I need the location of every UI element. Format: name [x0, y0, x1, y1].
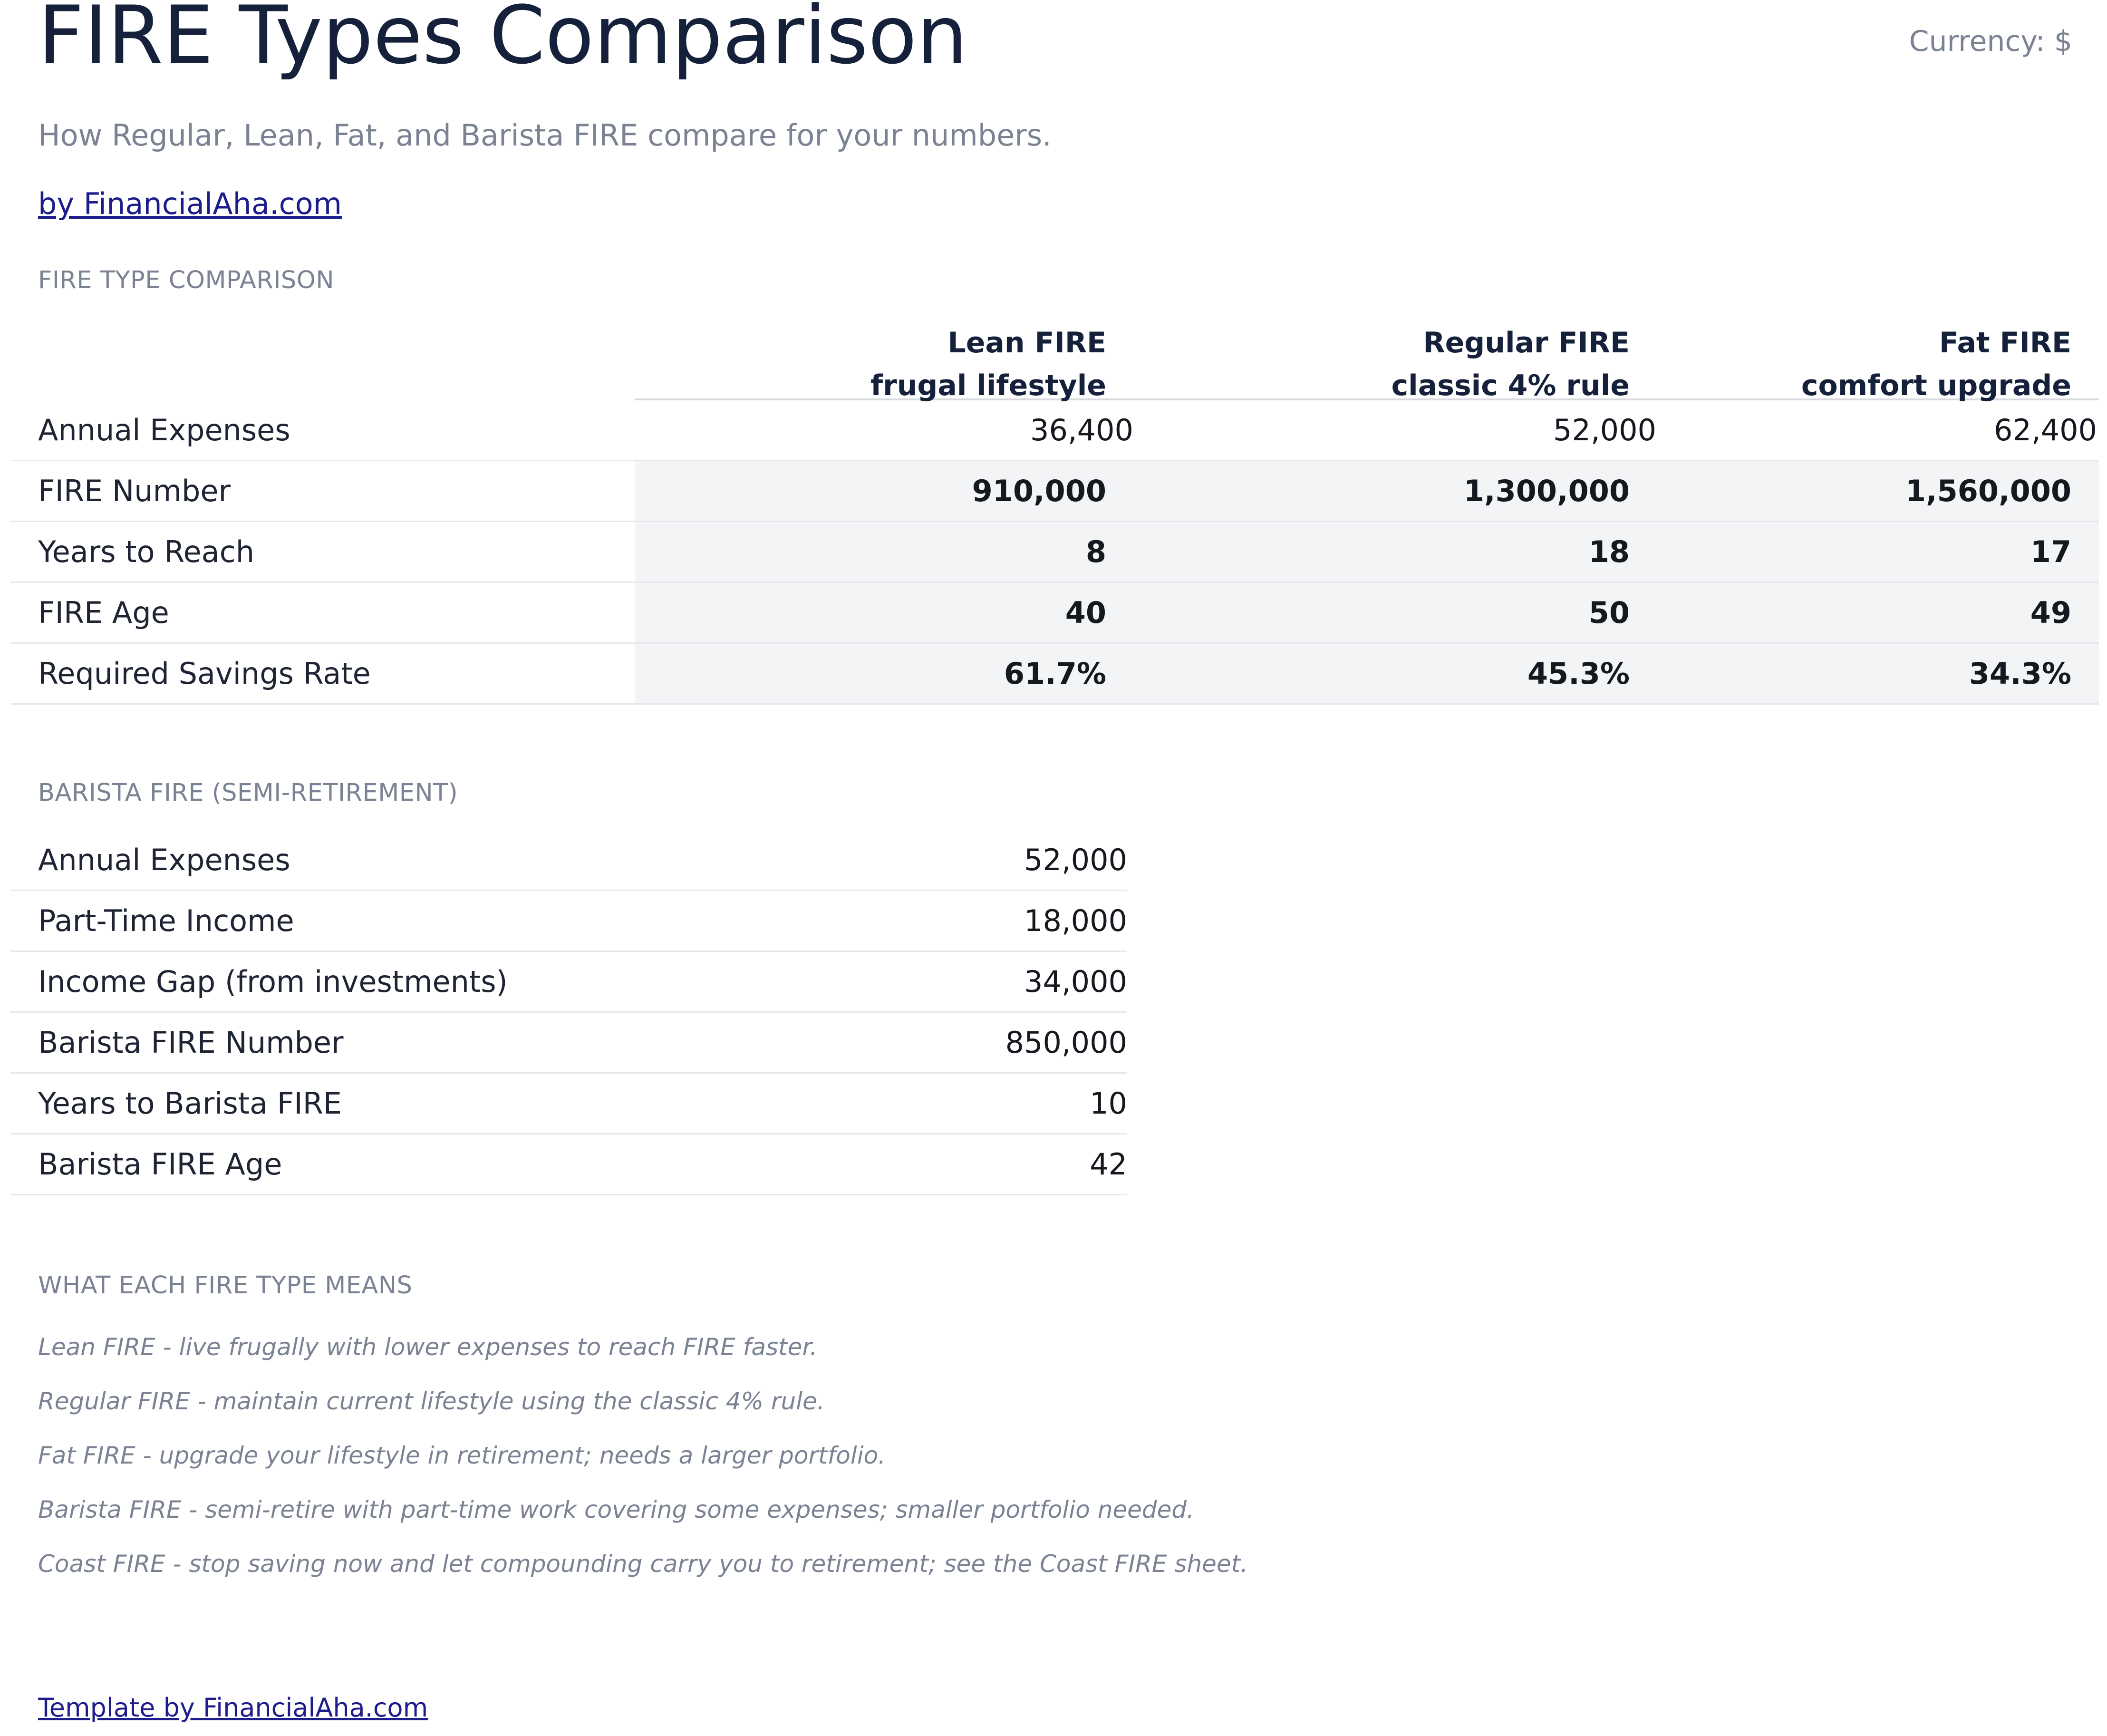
- row-label: Required Savings Rate: [38, 656, 371, 691]
- table-row: [10, 1135, 1127, 1195]
- row-label: Years to Barista FIRE: [38, 1086, 342, 1121]
- row-label: Barista FIRE Age: [38, 1147, 282, 1182]
- row-highlight: [635, 583, 2099, 642]
- value-fat: 49: [2030, 595, 2071, 630]
- value-lean: 61.7%: [1004, 656, 1106, 691]
- meanings-section-title: WHAT EACH FIRE TYPE MEANS: [38, 1271, 413, 1300]
- row-label: Annual Expenses: [38, 413, 290, 447]
- column-name: Lean FIRE: [947, 326, 1106, 359]
- row-label: Part-Time Income: [38, 903, 294, 938]
- row-value: 34,000: [1024, 964, 1127, 999]
- barista-table: [10, 830, 1127, 1195]
- value-regular: 52,000: [1553, 413, 1656, 447]
- page-title: FIRE Types Comparison: [38, 0, 968, 82]
- row-label: FIRE Number: [38, 474, 231, 508]
- row-value: 42: [1090, 1147, 1127, 1182]
- row-label: Annual Expenses: [38, 843, 290, 877]
- value-regular: 18: [1588, 534, 1630, 569]
- currency-label: Currency: $: [1909, 25, 2072, 58]
- column-header-fat: [1801, 321, 2071, 407]
- meanings-list: [38, 1328, 1248, 1599]
- column-name: Fat FIRE: [1939, 326, 2071, 359]
- table-row: [10, 1013, 1127, 1074]
- row-highlight: [635, 522, 2099, 582]
- value-fat: 1,560,000: [1905, 474, 2071, 508]
- row-value: 850,000: [1005, 1025, 1127, 1060]
- value-regular: 45.3%: [1527, 656, 1630, 691]
- value-regular: 50: [1588, 595, 1630, 630]
- value-lean: 40: [1065, 595, 1106, 630]
- table-row: [10, 952, 1127, 1013]
- row-label: Barista FIRE Number: [38, 1025, 344, 1060]
- row-value: 18,000: [1024, 903, 1127, 938]
- row-highlight: [635, 644, 2099, 703]
- page-subtitle: How Regular, Lean, Fat, and Barista FIRE compare for your numbers.: [38, 118, 1052, 153]
- list-item: Barista FIRE - semi-retire with part-time work covering some expenses; smaller portfolio needed.: [38, 1496, 1195, 1523]
- brand-link[interactable]: by FinancialAha.com: [38, 186, 342, 221]
- comparison-table: [10, 321, 2099, 705]
- row-highlight: [635, 461, 2099, 521]
- table-row: [10, 830, 1127, 891]
- row-label: Years to Reach: [38, 534, 255, 569]
- value-lean: 910,000: [972, 474, 1106, 508]
- row-value: 10: [1090, 1086, 1127, 1121]
- table-row: [10, 461, 2099, 522]
- column-tagline: classic 4% rule: [1391, 369, 1630, 402]
- list-item: Lean FIRE - live frugally with lower expenses to reach FIRE faster.: [38, 1333, 818, 1361]
- column-name: Regular FIRE: [1423, 326, 1630, 359]
- value-lean: 36,400: [1030, 413, 1133, 447]
- column-header-regular: [1392, 321, 1630, 407]
- table-row: [10, 891, 1127, 952]
- row-label: Income Gap (from investments): [38, 964, 508, 999]
- list-item: Fat FIRE - upgrade your lifestyle in retirement; needs a larger portfolio.: [38, 1442, 886, 1469]
- row-label: FIRE Age: [38, 595, 169, 630]
- column-header-lean: [870, 321, 1106, 407]
- table-row: [10, 400, 2099, 461]
- value-fat: 17: [2030, 534, 2071, 569]
- footer-link[interactable]: Template by FinancialAha.com: [38, 1693, 428, 1723]
- column-tagline: frugal lifestyle: [870, 369, 1106, 402]
- table-row: [10, 1074, 1127, 1135]
- row-value: 52,000: [1024, 843, 1127, 877]
- value-fat: 62,400: [1994, 413, 2097, 447]
- table-row: [10, 522, 2099, 583]
- table-row: [10, 583, 2099, 644]
- barista-section-title: BARISTA FIRE (SEMI-RETIREMENT): [38, 779, 458, 807]
- table-row: [10, 644, 2099, 705]
- column-tagline: comfort upgrade: [1801, 369, 2071, 402]
- comparison-section-title: FIRE TYPE COMPARISON: [38, 266, 335, 294]
- value-regular: 1,300,000: [1463, 474, 1630, 508]
- comparison-header: [635, 321, 2099, 400]
- list-item: Regular FIRE - maintain current lifestyle using the classic 4% rule.: [38, 1387, 825, 1415]
- value-fat: 34.3%: [1969, 656, 2071, 691]
- value-lean: 8: [1085, 534, 1106, 569]
- list-item: Coast FIRE - stop saving now and let compounding carry you to retirement; see the Coast FIRE sheet.: [38, 1550, 1248, 1578]
